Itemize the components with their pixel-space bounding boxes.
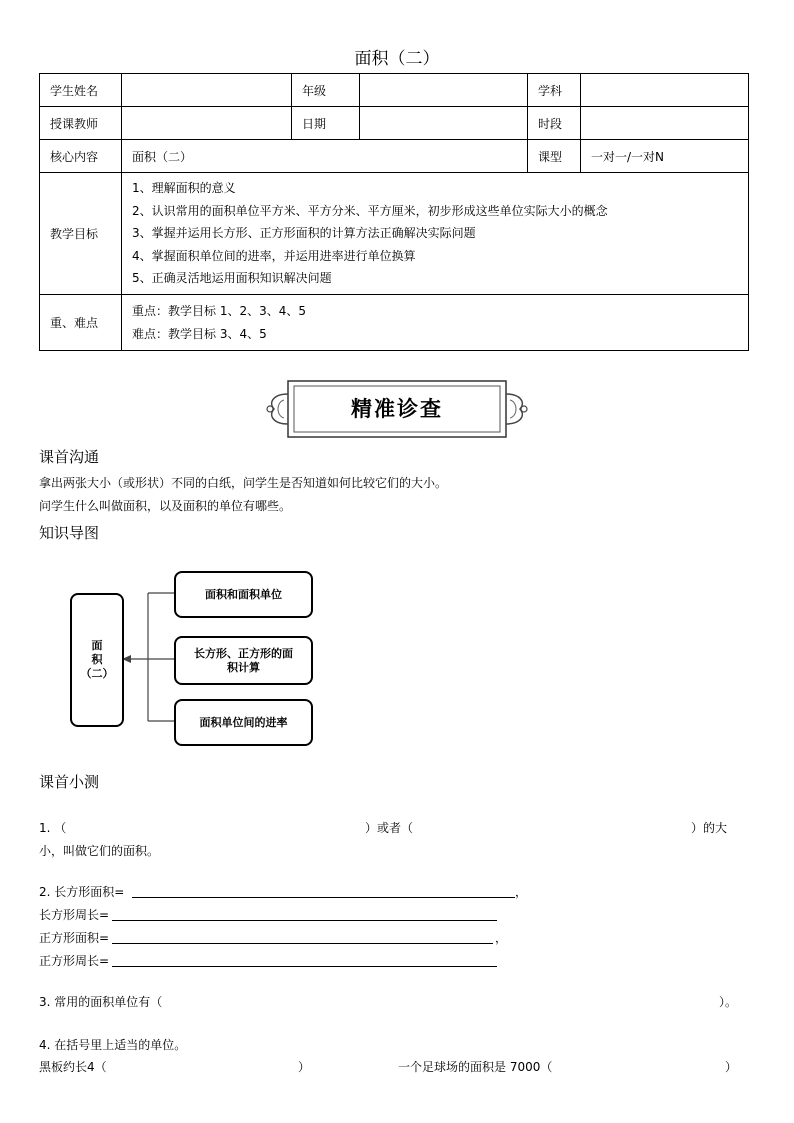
core-label: 核心内容 — [40, 140, 122, 173]
q2-rect-perim-blank[interactable] — [112, 920, 497, 921]
key-point-line: 重点：教学目标 1、2、3、4、5 — [132, 304, 306, 318]
mindmap-node-area-calc — [174, 636, 313, 685]
mindmap-node-label: 长方形、正方形的面 — [194, 646, 293, 660]
section-heading-intro: 课首沟通 — [39, 448, 100, 466]
q4-title: 4. 在括号里上适当的单位。 — [39, 1038, 187, 1052]
banner-title: 精准诊查 — [351, 396, 443, 421]
difficult-point-line: 难点：教学目标 3、4、5 — [132, 326, 267, 341]
core-value: 面积（二） — [122, 140, 528, 173]
q1-line2: 小，叫做它们的面积。 — [39, 844, 160, 858]
q2-rect-area-label: 2. 长方形面积= — [39, 885, 125, 899]
mindmap-node-label: 积计算 — [227, 660, 260, 674]
mindmap-node-conversion — [174, 699, 313, 746]
q3-prefix: 3. 常用的面积单位有（ — [39, 995, 163, 1009]
q2-sq-area-end: ， — [495, 931, 508, 945]
mindmap-root — [70, 593, 124, 727]
date-label: 日期 — [292, 107, 360, 140]
q3-suffix: ）。 — [719, 995, 738, 1009]
goal-item: 3、掌握并运用长方形、正方形面积的计算方法正确解决实际问题 — [132, 226, 476, 241]
q2-sq-perim-blank[interactable] — [112, 966, 497, 967]
page-title: 面积（二） — [354, 49, 440, 69]
mindmap-root-text: （二） — [80, 667, 114, 680]
teacher-label: 授课教师 — [40, 107, 122, 140]
q2-sq-perim-label: 正方形周长= — [39, 954, 110, 968]
q2-rect-perim-label: 长方形周长= — [39, 908, 110, 922]
goal-item: 4、掌握面积单位间的进率，并运用进率进行单位换算 — [132, 248, 416, 263]
q4-a-prefix: 黑板约长4（ — [39, 1060, 107, 1074]
goals-label: 教学目标 — [40, 173, 122, 295]
section-heading-map: 知识导图 — [39, 524, 100, 542]
grade-label: 年级 — [292, 74, 360, 107]
lesson-type-label: 课型 — [528, 140, 581, 173]
q1-suffix: ）的大 — [691, 821, 728, 835]
mindmap-root-text: 积 — [91, 653, 103, 666]
mindmap-node-area-units — [174, 571, 313, 618]
q4-b-prefix: 一个足球场的面积是 7000（ — [398, 1060, 553, 1074]
mindmap-node-label: 面积单位间的进率 — [199, 715, 288, 729]
period-label: 时段 — [528, 107, 581, 140]
q4-a-suffix: ） — [298, 1060, 311, 1074]
q2-rect-area-blank[interactable] — [132, 897, 515, 898]
mindmap-root-text: 面 — [91, 639, 103, 652]
goal-item: 5、正确灵活地运用面积知识解决问题 — [132, 271, 332, 286]
lesson-type-value: 一对一/一对N — [581, 140, 749, 173]
q1-mid: ）或者（ — [365, 821, 414, 835]
intro-line: 问学生什么叫做面积，以及面积的单位有哪些。 — [39, 499, 292, 513]
q2-sq-area-blank[interactable] — [112, 943, 493, 944]
subject-label: 学科 — [528, 74, 581, 107]
section-heading-quiz: 课首小测 — [39, 773, 100, 791]
q4-b-suffix: ） — [725, 1060, 738, 1074]
key-label: 重、难点 — [40, 295, 122, 351]
q2-rect-area-end: ， — [515, 885, 528, 899]
intro-line: 拿出两张大小（或形状）不同的白纸，问学生是否知道如何比较它们的大小。 — [39, 476, 448, 490]
student-name-label: 学生姓名 — [40, 74, 122, 107]
goal-item: 1、理解面积的意义 — [132, 181, 236, 196]
q1-prefix: 1. （ — [39, 821, 67, 835]
goal-item: 2、认识常用的面积单位平方米、平方分米、平方厘米，初步形成这些单位实际大小的概念 — [132, 203, 608, 218]
q2-sq-area-label: 正方形面积= — [39, 931, 110, 945]
mindmap-node-label: 面积和面积单位 — [205, 587, 282, 601]
